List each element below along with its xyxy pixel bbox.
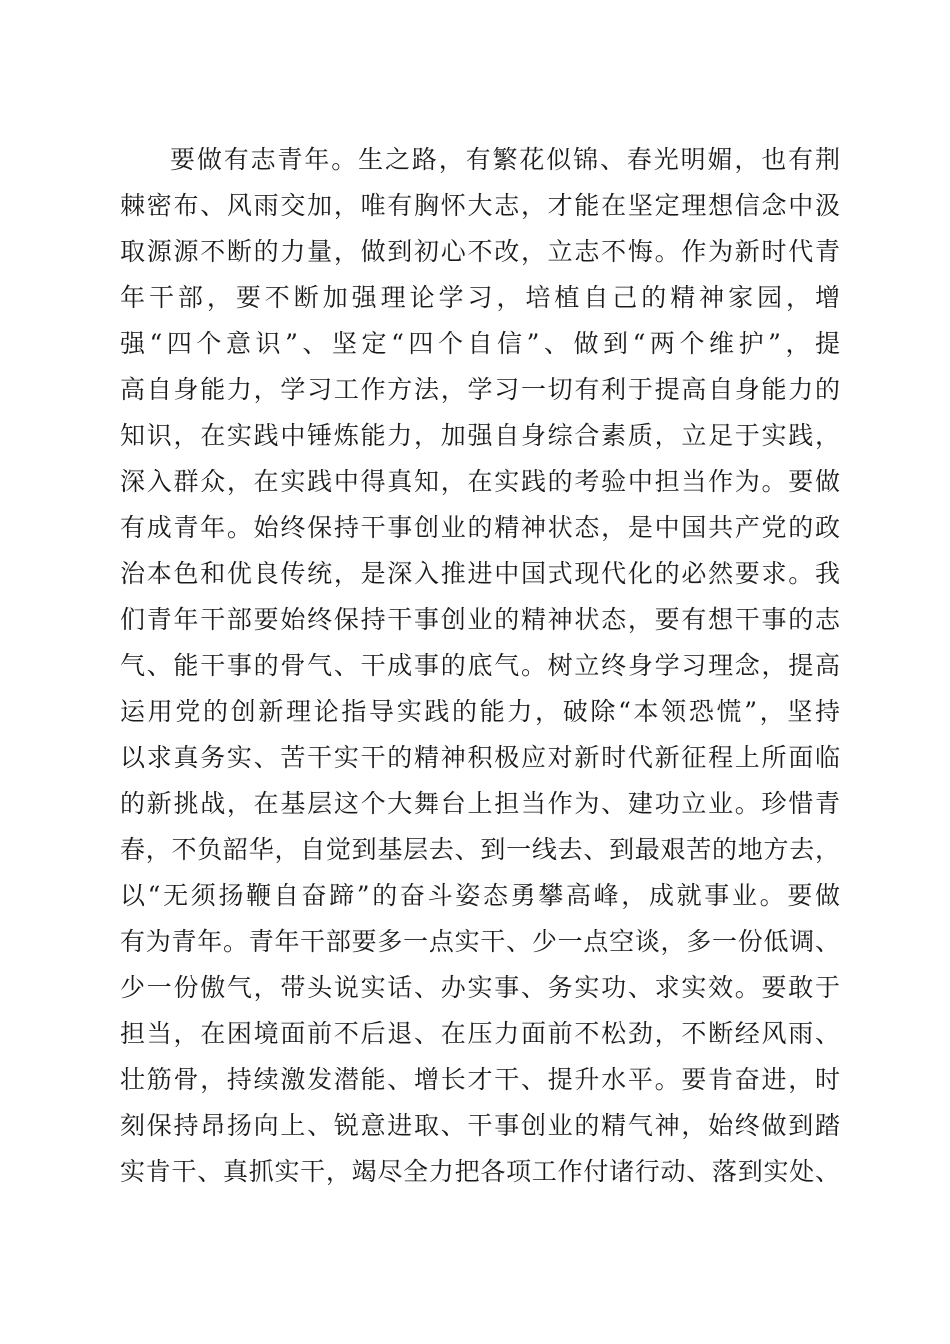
- text-line-22: 刻保持昂扬向上、锐意进取、干事创业的精气神，始终做到踏: [120, 1111, 840, 1140]
- text-line-10: 治本色和优良传统，是深入推进中国式现代化的必然要求。我: [120, 559, 840, 588]
- text-line-12: 气、能干事的骨气、干成事的底气。树立终身学习理念，提高: [120, 651, 840, 680]
- text-line-11: 们青年干部要始终保持干事创业的精神状态，要有想干事的志: [120, 605, 840, 634]
- text-line-14: 以求真务实、苦干实干的精神积极应对新时代新征程上所面临: [120, 743, 840, 772]
- text-line-4: 年干部，要不断加强理论学习，培植自己的精神家园，增: [120, 283, 840, 312]
- text-line-16: 春，不负韶华，自觉到基层去、到一线去、到最艰苦的地方去，: [120, 835, 840, 864]
- text-line-18: 有为青年。青年干部要多一点实干、少一点空谈，多一份低调、: [120, 927, 840, 956]
- text-line-13: 运用党的创新理论指导实践的能力，破除“本领恐慌”，坚持: [120, 697, 840, 726]
- text-line-2: 棘密布、风雨交加，唯有胸怀大志，才能在坚定理想信念中汲: [120, 191, 840, 220]
- text-line-1: 要做有志青年。生之路，有繁花似锦、春光明媚，也有荆: [170, 145, 840, 174]
- text-line-9: 有成青年。始终保持干事创业的精神状态，是中国共产党的政: [120, 513, 840, 542]
- text-line-8: 深入群众，在实践中得真知，在实践的考验中担当作为。要做: [120, 467, 840, 496]
- text-line-23: 实肯干、真抓实干，竭尽全力把各项工作付诸行动、落到实处、: [120, 1157, 840, 1186]
- text-line-5: 强“四个意识”、坚定“四个自信”、做到“两个维护”，提: [120, 329, 840, 358]
- text-line-6: 高自身能力，学习工作方法，学习一切有利于提高自身能力的: [120, 375, 840, 404]
- text-line-21: 壮筋骨，持续激发潜能、增长才干、提升水平。要肯奋进，时: [120, 1065, 840, 1094]
- text-line-20: 担当，在困境面前不后退、在压力面前不松劲，不断经风雨、: [120, 1019, 840, 1048]
- text-line-17: 以“无须扬鞭自奋蹄”的奋斗姿态勇攀高峰，成就事业。要做: [120, 881, 840, 910]
- text-line-7: 知识，在实践中锤炼能力，加强自身综合素质，立足于实践，: [120, 421, 840, 450]
- body-paragraph: [120, 137, 840, 1195]
- text-line-19: 少一份傲气，带头说实话、办实事、务实功、求实效。要敢于: [120, 973, 840, 1002]
- text-line-15: 的新挑战，在基层这个大舞台上担当作为、建功立业。珍惜青: [120, 789, 840, 818]
- text-line-3: 取源源不断的力量，做到初心不改，立志不悔。作为新时代青: [120, 237, 840, 266]
